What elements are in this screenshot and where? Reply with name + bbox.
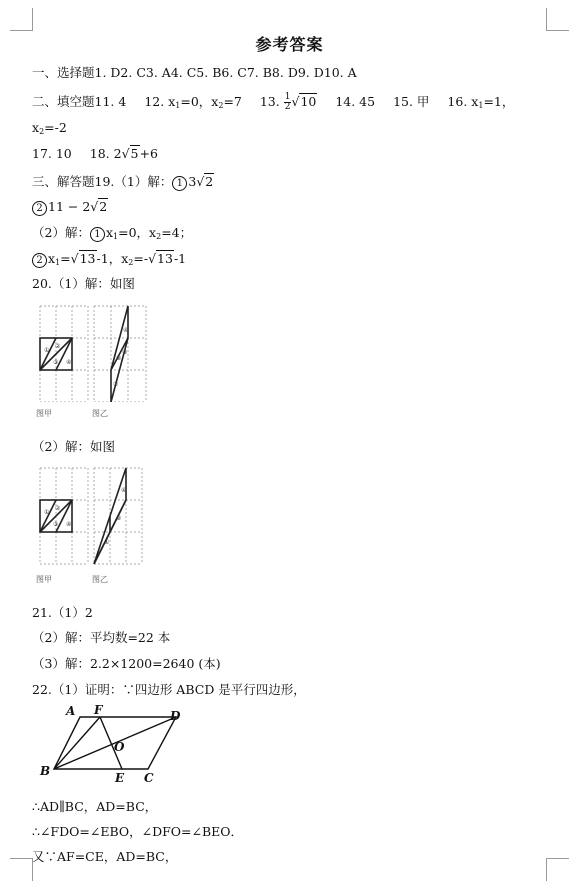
piece-label: ④	[66, 521, 72, 528]
vertex-label-f: F	[94, 703, 103, 717]
grid-figure-q20-1	[36, 302, 156, 402]
vertex-label-c: C	[144, 771, 154, 785]
piece-label: ③	[53, 359, 59, 366]
vertex-label-d: D	[170, 709, 181, 723]
vertex-label-a: A	[66, 704, 76, 718]
proof-line-2: ∴∠FDO=∠EBO，∠DFO=∠BEO．	[32, 824, 244, 839]
section-label: 二、填空题	[32, 94, 95, 109]
piece-label: ②	[116, 515, 122, 522]
caption-figure-jia: 图甲	[36, 575, 52, 584]
corner-mark-top-left	[10, 8, 33, 31]
answer-q11: 11. 4	[94, 94, 127, 109]
caption-figure-yi: 图乙	[92, 409, 108, 418]
answer-q21-2: （2）解：平均数=22 本	[32, 630, 171, 645]
caption-figure-yi: 图乙	[92, 575, 108, 584]
corner-mark-bottom-right	[546, 858, 569, 881]
answer-q22-1: 22.（1）证明：∵四边形 ABCD 是平行四边形，	[32, 682, 306, 697]
section-label: 一、选择题	[32, 65, 95, 80]
answer-q12: 12. $x_1=0$，$x_2=7$	[144, 94, 242, 110]
proof-line-1: ∴AD∥BC，AD=BC，	[32, 799, 158, 814]
answer-q21-1: 21.（1）2	[32, 605, 93, 620]
answer-q16: 16. $x_1=1$，	[447, 94, 515, 110]
answer-q15: 15. 甲	[393, 94, 430, 109]
piece-label: ④	[123, 327, 129, 334]
answer-q19-2-a: （2）解： 1 $x_1=0$，$x_2=4$；	[32, 225, 193, 241]
piece-label: ②	[55, 505, 61, 512]
section-multiple-choice	[32, 63, 357, 81]
piece-label: ①	[44, 509, 50, 516]
section-fill-blank	[32, 92, 514, 112]
piece-label: ②	[116, 355, 122, 362]
piece-label: ①	[113, 381, 119, 388]
circled-number: 1	[90, 227, 105, 242]
answer-text: 1. D2. C3. A4. C5. B6. C7. B8. D9. D10. A	[94, 65, 357, 80]
section-label: 三、解答题	[32, 174, 95, 189]
answer-q13: 13. $\frac{1}{2}$ √10	[259, 92, 317, 112]
answer-q17: 17. 10	[32, 146, 72, 161]
piece-label: ①	[44, 347, 50, 354]
answer-q18: 18. 2√5+6	[89, 146, 158, 161]
piece-label: ②	[55, 343, 61, 350]
fraction: $\frac{1}{2}$	[284, 92, 291, 112]
parallelogram-figure	[36, 703, 196, 789]
piece-label: ③	[122, 349, 128, 356]
piece-label: ③	[53, 521, 59, 528]
grid-figure-q20-2	[36, 464, 156, 568]
answer-q19-2-b: 2 $x_1=√13-1$，$x_2=-√13-1$	[32, 249, 186, 268]
answer-q16-cont: $x_2=-2$	[32, 120, 67, 136]
piece-label: ①	[104, 539, 110, 546]
answer-q20-1: 20.（1）解：如图	[32, 276, 135, 291]
section-solutions: 三、解答题19.（1）解： 1 3√2	[32, 174, 214, 189]
piece-label: ④	[66, 359, 72, 366]
vertex-label-e: E	[115, 771, 125, 785]
circled-number: 1	[172, 176, 187, 191]
piece-label: ④	[121, 487, 127, 494]
answer-q20-2: （2）解：如图	[32, 439, 115, 454]
caption-figure-jia: 图甲	[36, 409, 52, 418]
corner-mark-top-right	[546, 8, 569, 31]
vertex-label-o: O	[114, 740, 125, 754]
page-title: 参考答案	[255, 35, 324, 54]
answer-q14: 14. 45	[335, 94, 376, 109]
vertex-label-b: B	[40, 764, 51, 778]
corner-mark-bottom-left	[10, 858, 33, 881]
answer-q21-3: （3）解：2.2×1200=2640 (本)	[32, 656, 221, 671]
answers-q17-q18	[32, 146, 158, 161]
proof-line-3: 又∵AF=CE，AD=BC，	[32, 849, 178, 864]
circled-number: 2	[32, 253, 47, 268]
circled-number: 2	[32, 201, 47, 216]
answer-q19-1-b: 2 11 − 2√2	[32, 199, 108, 216]
